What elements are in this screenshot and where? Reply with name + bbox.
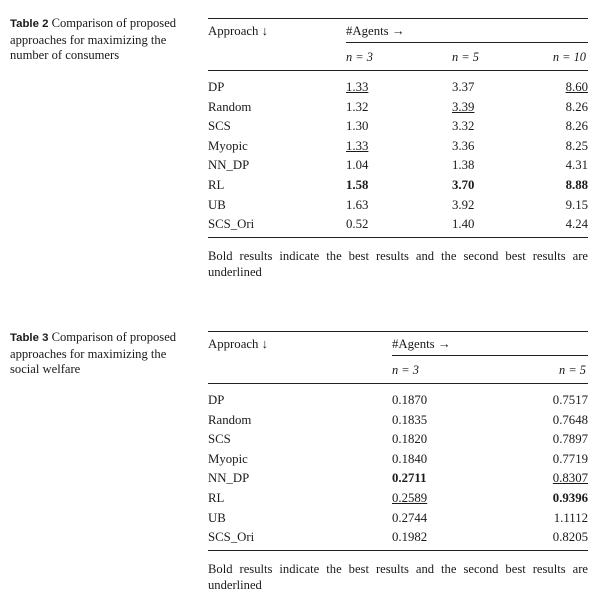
table2-header-agents: #Agents → [346,24,405,38]
table-cell: 0.8205 [552,530,588,545]
table-cell: 8.88 [565,178,588,192]
table-cell: 1.30 [346,119,369,134]
table2-mid-rule [208,70,588,71]
table-cell: 3.92 [452,197,475,212]
table-cell: 0.1840 [392,451,428,466]
table3-header-agents: #Agents → [392,337,451,351]
table-row [208,511,588,530]
row-approach-name: Random [208,99,252,114]
table-row [208,139,588,158]
row-approach-name: SCS [208,119,231,134]
table-cell: 3.70 [452,178,475,192]
table3-header-approach: Approach ↓ [208,337,269,351]
row-approach-name: SCS_Ori [208,530,255,545]
table-cell: 8.25 [565,138,588,153]
table-cell: 0.9396 [552,491,588,505]
table-row [208,471,588,490]
table-cell: 0.2589 [392,491,428,505]
row-approach-name: Myopic [208,451,248,466]
table2-top-rule [208,18,588,19]
table-row [208,491,588,510]
row-approach-name: DP [208,393,225,407]
table3-col-n5: n = 5 [559,363,586,377]
table2-header-approach: Approach ↓ [208,24,269,38]
table-row [208,413,588,432]
table-cell: 0.52 [346,217,369,232]
table-cell: 0.1835 [392,412,428,427]
table-cell: 0.7517 [552,393,588,407]
table-cell: 8.60 [565,80,588,94]
row-approach-name: DP [208,80,225,94]
table-row [208,432,588,451]
table2-col-n10: n = 10 [552,50,586,64]
table3-mid-rule [208,383,588,384]
table-row [208,217,588,236]
table-cell: 0.2744 [392,510,428,525]
row-approach-name: UB [208,510,226,525]
table-row [208,80,588,99]
table-cell: 1.33 [346,80,369,94]
table2-group-rule [346,42,588,43]
row-approach-name: SCS [208,432,231,447]
table-row [208,100,588,119]
table3-top-rule [208,331,588,332]
table-cell: 8.26 [565,99,588,114]
table2-caption [10,16,196,64]
table3-caption-text: Comparison of proposed approaches for maximizing the social welfare [10,330,177,376]
table-row [208,452,588,471]
table-cell: 0.7897 [552,432,588,447]
table-cell: 3.39 [452,99,475,114]
table-cell: 1.04 [346,158,369,173]
table3-caption [10,330,196,378]
table3-caption-label: Table 3 [10,332,49,344]
table-cell: 9.15 [565,197,588,212]
row-approach-name: NN_DP [208,158,250,173]
table2-caption-text: Comparison of proposed approaches for maximizing the number of consumers [10,16,177,62]
table-cell: 0.7719 [552,451,588,466]
row-approach-name: RL [208,491,225,505]
table-cell: 0.1820 [392,432,428,447]
table-cell: 3.37 [452,80,475,94]
table-cell: 1.40 [452,217,475,232]
table3-bottom-rule [208,550,588,551]
table-cell: 3.32 [452,119,475,134]
table-cell: 0.1870 [392,393,428,407]
table3-group-rule [392,355,588,356]
table-cell: 1.63 [346,197,369,212]
table-cell: 1.1112 [553,510,588,525]
table-cell: 4.31 [565,158,588,173]
table-row [208,530,588,549]
table-row [208,393,588,412]
row-approach-name: SCS_Ori [208,217,255,232]
table-row [208,198,588,217]
table3-col-n3: n = 3 [392,363,419,377]
table2-footnote: Bold results indicate the best results and the second best results are underlined [208,249,588,279]
table2-caption-label: Table 2 [10,18,49,30]
table-cell: 1.38 [452,158,475,173]
row-approach-name: RL [208,178,225,192]
table-cell: 1.33 [346,138,369,153]
table-row [208,158,588,177]
table2-col-n3: n = 3 [346,50,373,64]
table-cell: 0.8307 [552,471,588,486]
table-cell: 0.2711 [392,471,427,486]
table-cell: 8.26 [565,119,588,134]
table2-bottom-rule [208,237,588,238]
row-approach-name: Myopic [208,138,248,153]
table3-footnote: Bold results indicate the best results and the second best results are underlined [208,562,588,592]
table2-col-n5: n = 5 [452,50,479,64]
table-cell: 1.32 [346,99,369,114]
row-approach-name: UB [208,197,226,212]
row-approach-name: NN_DP [208,471,250,486]
table-cell: 0.1982 [392,530,428,545]
table-cell: 4.24 [565,217,588,232]
table-row [208,119,588,138]
table-row [208,178,588,197]
row-approach-name: Random [208,412,252,427]
table-cell: 3.36 [452,138,475,153]
table-cell: 0.7648 [552,412,588,427]
table-cell: 1.58 [346,178,369,192]
